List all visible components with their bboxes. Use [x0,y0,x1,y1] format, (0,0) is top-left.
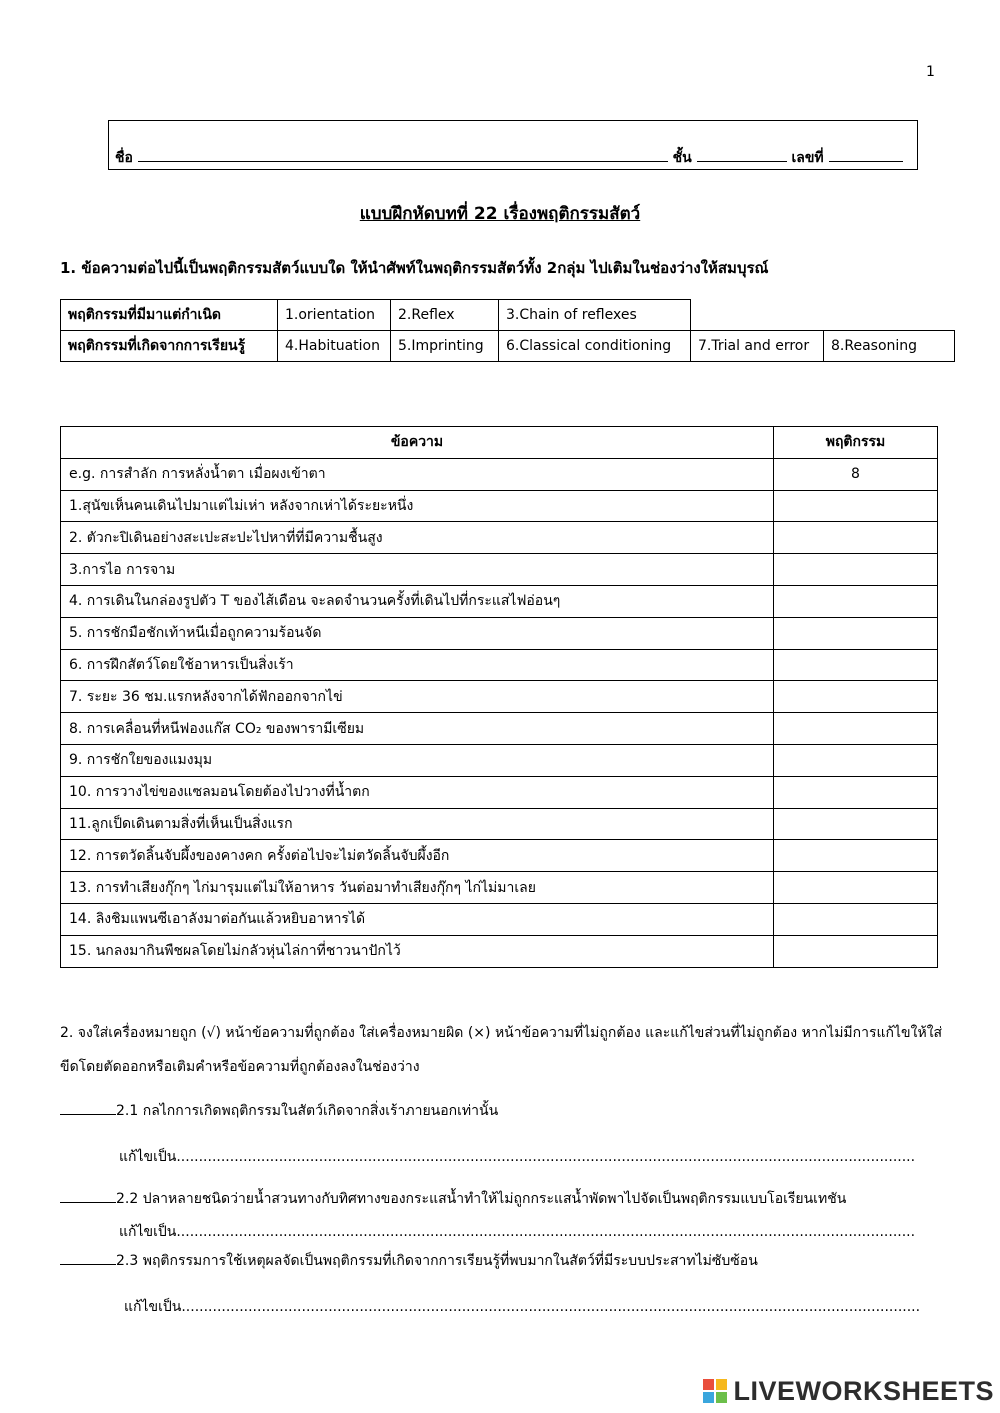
table-row [61,617,938,649]
statement-cell: e.g. การสำลัก การหลั่งน้ำตา เมื่อผงเข้าตา [61,458,774,490]
answer-input-cell[interactable] [774,585,938,617]
table-row [61,808,938,840]
mark-blank[interactable] [60,1100,116,1115]
learned-label: พฤติกรรมที่เกิดจากการเรียนรู้ [61,331,278,362]
mark-blank[interactable] [60,1250,116,1265]
question-1-instructions: 1. ข้อความต่อไปนี้เป็นพฤติกรรมสัตว์แบบใด ให้นำศัพท์ในพฤติกรรมสัตว์ทั้ง 2กลุ่ม ไปเติมในช่องว่างให้สมบุรณ์ [60,259,769,277]
liveworksheets-logo-icon [703,1379,729,1405]
table-row [61,458,938,490]
term-cell: 5.Imprinting [391,331,499,362]
table-row [61,872,938,904]
worksheet-title: แบบฝึกหัดบทที่ 22 เรื่องพฤติกรรมสัตว์ [359,204,641,224]
term-cell: 8.Reasoning [824,331,955,362]
table-header-row [61,427,938,459]
statement-cell: 13. การทำเสียงกุ๊กๆ ไก่มารุมแต่ไม่ให้อาหาร วันต่อมาทำเสียงกุ๊กๆ ไก่ไม่มาเลย [61,872,774,904]
statement-cell: 11.ลูกเป็ดเดินตามสิ่งที่เห็นเป็นสิ่งแรก [61,808,774,840]
answer-input-cell[interactable] [774,840,938,872]
statement-cell: 1.สุนัขเห็นคนเดินไปมาแต่ไม่เห่า หลังจากเห่าได้ระยะหนึ่ง [61,490,774,522]
answer-input-cell[interactable] [774,776,938,808]
statement-cell: 4. การเดินในกล่องรูปตัว T ของไส้เดือน จะลดจำนวนครั้งที่เดินไปที่กระแสไฟอ่อนๆ [61,585,774,617]
class-label: ชั้น [672,150,692,166]
page-number: 1 [926,64,935,80]
table-row [61,744,938,776]
statement-cell: 14. ลิงชิมแพนซีเอาลังมาต่อกันแล้วหยิบอาหารได้ [61,903,774,935]
student-info-box [108,120,918,170]
liveworksheets-logo [703,1376,994,1407]
term-cell: 6.Classical conditioning [499,331,691,362]
table-row [61,681,938,713]
correction-line[interactable]: แก้ไขเป็น...................................................................................................................................................................... [119,1224,916,1240]
answer-input-cell[interactable] [774,522,938,554]
behavior-terms-table [60,299,955,362]
innate-label: พฤติกรรมที่มีมาแต่กำเนิด [61,300,278,331]
term-cell: 2.Reflex [391,300,499,331]
answer-input-cell[interactable] [774,713,938,745]
statement-cell: 12. การตวัดลิ้นจับผึ้งของคางคก ครั้งต่อไปจะไม่ตวัดลิ้นจับผึ้งอีก [61,840,774,872]
table-row [61,490,938,522]
mark-blank[interactable] [60,1188,116,1203]
statement-cell: 2. ตัวกะปิเดินอย่างสะเปะสะปะไปหาที่ที่มีความชื้นสูง [61,522,774,554]
liveworksheets-logo-text: LIVEWORKSHEETS [733,1376,994,1406]
q2-item-text: 2.3 พฤติกรรมการใช้เหตุผลจัดเป็นพฤติกรรมที่เกิดจากการเรียนรู้ที่พบมากในสัตว์ที่มีระบบประสาทไม่ซับซ้อน [116,1253,758,1269]
answer-input-cell[interactable] [774,617,938,649]
statement-cell: 3.การไอ การจาม [61,554,774,586]
answer-input-cell[interactable] [774,744,938,776]
statement-cell: 8. การเคลื่อนที่หนีฟองแก๊ส CO₂ ของพารามีเซียม [61,713,774,745]
statement-cell: 10. การวางไข่ของแซลมอนโดยต้องไปวางที่น้ำตก [61,776,774,808]
statement-cell: 9. การชักใยของแมงมุม [61,744,774,776]
answer-input-cell[interactable] [774,935,938,967]
q2-item-2-1 [60,1100,498,1122]
statement-cell: 6. การฝึกสัตว์โดยใช้อาหารเป็นสิ่งเร้า [61,649,774,681]
statement-cell: 5. การชักมือชักเท้าหนีเมื่อถูกความร้อนจัด [61,617,774,649]
col-header-statement: ข้อความ [61,427,774,459]
col-header-behavior: พฤติกรรม [774,427,938,459]
term-cell: 4.Habituation [278,331,391,362]
number-label: เลขที่ [791,150,824,166]
table-row [61,522,938,554]
answer-input-cell[interactable] [774,681,938,713]
answer-input-cell[interactable] [774,649,938,681]
q2-item-2-2 [60,1188,846,1210]
name-field[interactable] [138,147,668,162]
table-row [61,903,938,935]
answer-input-cell[interactable] [774,554,938,586]
correction-line[interactable]: แก้ไขเป็น...................................................................................................................................................................... [124,1299,921,1315]
table-row [61,585,938,617]
name-label: ชื่อ [115,150,133,166]
table-row [61,649,938,681]
number-field[interactable] [829,147,903,162]
term-cell: 3.Chain of reflexes [499,300,691,331]
term-cell: 7.Trial and error [691,331,824,362]
answer-input-cell[interactable] [774,490,938,522]
question-2-instructions: 2. จงใส่เครื่องหมายถูก (√) หน้าข้อความที่ถูกต้อง ใส่เครื่องหมายผิด (×) หน้าข้อความที่ไม่ถูกต้อง และแก้ไขส่วนที่ไม่ถูกต้อง หากไม่มีการแก้ไขให้ใส่ขีดโดยตัดออกหรือเติมคำหรือข้อความที่ถูกต้องลงในช่องว่าง [60,1025,943,1075]
correction-line[interactable]: แก้ไขเป็น...................................................................................................................................................................... [119,1149,916,1165]
answer-cell: 8 [774,458,938,490]
q2-item-text: 2.2 ปลาหลายชนิดว่ายน้ำสวนทางกับทิศทางของกระแสน้ำทำให้ไม่ถูกกระแสน้ำพัดพาไปจัดเป็นพฤติกรรมแบบโอเรียนเทชัน [116,1191,847,1207]
q2-item-text: 2.1 กลไกการเกิดพฤติกรรมในสัตว์เกิดจากสิ่งเร้าภายนอกเท่านั้น [116,1103,499,1119]
table-row [61,935,938,967]
table-row [61,776,938,808]
statement-cell: 15. นกลงมากินพืชผลโดยไม่กลัวหุ่นไล่กาที่ชาวนาปักไว้ [61,935,774,967]
innate-row [61,300,955,331]
answer-input-cell[interactable] [774,903,938,935]
answer-input-cell[interactable] [774,808,938,840]
answer-input-cell[interactable] [774,872,938,904]
q2-item-2-3 [60,1250,758,1272]
table-row [61,713,938,745]
class-field[interactable] [697,147,787,162]
statement-cell: 7. ระยะ 36 ชม.แรกหลังจากได้ฟักออกจากไข่ [61,681,774,713]
table-row [61,554,938,586]
term-cell: 1.orientation [278,300,391,331]
table-row [61,840,938,872]
learned-row [61,331,955,362]
statements-table [60,426,938,968]
